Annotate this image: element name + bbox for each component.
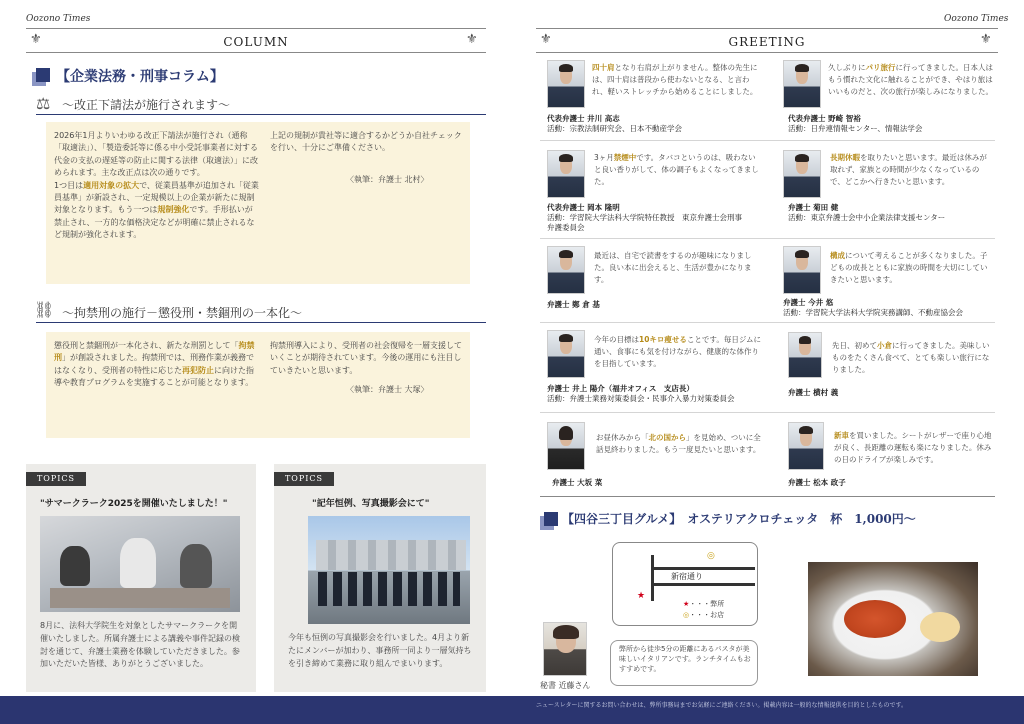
greeting-text (594, 334, 762, 370)
attorney-name: 弁護士 井上 陽介（福井オフィス 支店長） (547, 384, 694, 393)
greeting-text-part: ことです。毎日ジムに通い、食事にも気を付けながら、健康的な体作りを目指しています。 (594, 335, 762, 368)
road-shape (651, 583, 755, 586)
legend-shop (683, 610, 724, 620)
header-line-bottom (536, 52, 998, 53)
highlight: 10キロ痩せる (639, 335, 687, 344)
secretary-avatar (543, 622, 587, 676)
section-square-icon (36, 68, 50, 82)
header-line-bottom (26, 52, 486, 53)
footer-bar (0, 696, 1024, 724)
attorney-name: 代表弁護士 岡本 隆明 (547, 203, 620, 212)
article1-text: で、従業員基準が追加され「従業員基準」が新設され、一定規模以上の (54, 180, 259, 202)
speech-bubble (610, 640, 758, 686)
avatar (783, 246, 821, 294)
attorney-name: 弁護士 鄭 倉 基 (547, 300, 600, 309)
people-row-shape (318, 572, 460, 606)
brand-right: Oozono Times (944, 14, 1009, 24)
person-shape (120, 538, 156, 588)
attorney-role: 活動：学習院大学法科大学院特任教授 東京弁護士会刑事弁護委員会 (547, 213, 742, 233)
greeting-text (592, 62, 762, 98)
legend-office (683, 599, 724, 609)
avatar (547, 422, 585, 470)
ornament-icon: ⚜ (466, 32, 478, 47)
topic-title: "サマークラーク2025を開催いたしました！" (40, 499, 228, 509)
attorney-name: 弁護士 横村 義 (788, 388, 839, 397)
greeting-text-part: に行ってきました。美味しいものをたくさん食べて、とても楽しい旅行になりました。 (832, 341, 990, 374)
greeting-text-part: を買いました。シートがレザーで座り心地が良く、長距離の運転も楽になりました。休みの日のドライブが楽しみです。 (834, 431, 992, 464)
divider (540, 140, 995, 141)
avatar (783, 150, 821, 198)
divider (540, 496, 995, 497)
office-marker-icon: ★ (637, 591, 646, 601)
circle-icon: ◎ (683, 611, 690, 619)
highlight: 長期休暇 (830, 153, 860, 162)
header-line-top (536, 28, 998, 29)
article1-text: です。手形払いが禁止され、一方的な価格決定などが明確に禁止されるなど規制が強化されます。 (54, 205, 255, 240)
road-shape (651, 567, 755, 570)
shop-marker-icon: ◎ (707, 551, 715, 561)
article1-box (46, 122, 470, 284)
divider (36, 114, 486, 115)
bubble-text: 弊所から徒歩5分の距離にあるパスタが美味しいイタリアンです。ランチタイムもおすすめです。 (619, 645, 751, 674)
highlight: 新車 (834, 431, 849, 440)
buildings-shape (316, 540, 466, 570)
table-shape (50, 588, 230, 608)
article1-body-a (54, 130, 259, 242)
greeting-text (596, 432, 762, 456)
article2-body-a (54, 340, 259, 390)
avatar (788, 422, 824, 470)
topic-photo (40, 516, 240, 612)
page-header-column: COLUMN (223, 35, 289, 49)
greeting-text-part: です。タバコというのは、吸わないと良い香りがして、体の調子もよくなってきました。 (594, 153, 759, 186)
topic-card-1 (26, 464, 256, 692)
topic-tag: TOPICS (274, 472, 334, 486)
group-photo (308, 516, 470, 624)
highlight: パリ旅行 (865, 63, 896, 72)
divider (540, 412, 995, 413)
article1-subtitle: ～改正下請法が施行されます～ (62, 98, 231, 112)
highlight: 規制強化 (157, 205, 190, 215)
section-square-icon (544, 512, 558, 526)
header-line-top (26, 28, 486, 29)
attorney-name: 弁護士 今井 悠 (783, 298, 834, 307)
person-shape (60, 546, 90, 586)
topic-title: "記年恒例、写真撮影会にて" (312, 499, 430, 509)
road-shape (651, 555, 654, 601)
attorney-role: 活動：日弁連情報センター、情報法学会 (788, 124, 923, 133)
greeting-text-part: となり右肩が上がりません。整体の先生には、四十肩は普段から使わないとなる、と言われ、軽いストレッチから始めることにしました。 (592, 63, 758, 96)
greeting-text-part: 最近は、自宅で読書をするのが趣味になりました。良い本に出会えると、生活が豊かになります。 (594, 251, 752, 284)
section-title: 【企業法務・刑事コラム】 (56, 69, 224, 85)
attorney-role: 活動：弁護士業務対策委員会・民事介入暴力対策委員会 (547, 394, 735, 403)
greeting-text-part: 今年の目標は (594, 335, 639, 344)
ornament-icon: ⚜ (980, 32, 992, 47)
divider (540, 322, 995, 323)
highlight: 拘禁刑 (54, 341, 255, 363)
attorney-role: 活動：宗教法制研究会、日本不動産学会 (547, 124, 682, 133)
avatar (547, 60, 585, 108)
legend-shop-label: ・・・お店 (689, 611, 725, 619)
footer-text: ニュースレターに関するお問い合わせは、弊所事務局までお気軽にご連絡ください。掲載内容は一般的な情報提供を目的としたものです。 (536, 702, 907, 709)
article1-text: 企業が新たに規制対象となります。もう一つは (54, 192, 255, 215)
handcuffs-icon: ⛓ (34, 300, 55, 319)
greeting-text (594, 152, 762, 188)
star-icon: ★ (683, 600, 690, 608)
greeting-text (594, 250, 762, 286)
highlight: 小倉 (877, 341, 892, 350)
attorney-name: 弁護士 松本 政子 (788, 478, 846, 487)
ornament-icon: ⚜ (540, 32, 552, 47)
greeting-text-part: に行ってきました。日本人はもう慣れた文化に触れることができ、やはり旅はいいものだと、次の旅行が楽しみになりました。 (828, 63, 993, 96)
greeting-text (828, 62, 994, 98)
attorney-role: 活動：学習院大学法科大学院実務講師、不動産協会会 (783, 308, 963, 317)
highlight: 構成 (830, 251, 845, 260)
greeting-text-part: 先日、初めて (832, 341, 877, 350)
article2-text: 懲役刑と禁錮刑が一本化され、新たな刑罰として「 (54, 341, 239, 350)
article2-text: 」が創設されました。拘禁刑では、刑務作業が義務ではなくなり、受刑者の特性に応じた (54, 353, 254, 375)
greeting-text (830, 152, 994, 188)
avatar (547, 330, 585, 378)
article2-text: に向けた指導や教育プログラムを実施することが可能となります。 (54, 365, 254, 388)
scales-icon: ⚖ (36, 94, 51, 113)
divider (540, 238, 995, 239)
article2-box (46, 332, 470, 438)
greeting-text-part: 」を見始め、ついに全話見終わりました。もう一度見たいと思います。 (596, 433, 761, 454)
topic-card-2 (274, 464, 486, 692)
article1-text: 1つ目は (54, 180, 84, 190)
avatar (547, 150, 585, 198)
article1-signature: 〈執筆：弁護士 北村〉 (346, 175, 429, 184)
side-dish-shape (920, 612, 960, 642)
article2-subtitle: ～拘禁刑の施行－懲役刑・禁錮刑の一本化～ (62, 306, 303, 320)
article1-body-b: 上記の規制が貴社等に適合するかどうか自社チェックを行い、十分にご準備ください。 (270, 131, 462, 153)
article2-body-b: 拘禁刑導入により、受刑者の社会復帰を一層支援していくことが期待されています。今後の運用にも注目していきたいと思います。 (270, 341, 462, 375)
street-label: 新宿通り (671, 572, 703, 581)
highlight: 禁煙中 (613, 153, 637, 162)
secretary-label: 秘書 近藤さん (540, 681, 591, 690)
person-shape (180, 544, 212, 588)
highlight: 適用対象の拡大 (83, 180, 140, 190)
highlight: 北の国から (648, 433, 686, 442)
pasta-shape (844, 600, 906, 638)
map (612, 542, 758, 626)
highlight: 四十肩 (592, 63, 615, 72)
topic-tag: TOPICS (26, 472, 86, 486)
attorney-name: 弁護士 菊田 健 (788, 203, 839, 212)
divider (36, 322, 486, 323)
topic-body: 8月に、法科大学院生を対象としたサマークラークを開催いたしました。所属弁護士による講義や事件記録の検討を通じて、弁護士業務を体験していただきました。参加いただいた皆様、ありがとうございました。 (40, 621, 240, 669)
greeting-text-part: について考えることが多くなりました。子どもの成長とともに家族の時間を大切にしていきたいと思います。 (830, 251, 988, 284)
article2-signature: 〈執筆：弁護士 大塚〉 (346, 385, 429, 394)
greeting-text (830, 250, 994, 286)
avatar (783, 60, 821, 108)
pasta-photo (808, 562, 978, 676)
greeting-text-part: 3ヶ月 (594, 153, 614, 162)
ornament-icon: ⚜ (30, 32, 42, 47)
gourmet-title: 【四谷三丁目グルメ】 オステリアクロチェッタ 杯 1,000円～ (562, 512, 916, 526)
greeting-text-part: 久しぶりに (828, 63, 866, 72)
greeting-text (834, 430, 994, 466)
avatar (547, 246, 585, 294)
article1-para1: 2026年1月よりいわゆる改正下請法が施行され（通称「取適法」）、「製造委託等に係る中小受託事業者に対する代金の支払の遅延等の防止に関する法律（取適法）」に改められます。主な改正点は次の通りです。 (54, 131, 258, 178)
highlight: 再犯防止 (182, 365, 214, 375)
attorney-name: 代表弁護士 井川 高志 (547, 114, 620, 123)
greeting-text (832, 340, 994, 376)
brand-left: Oozono Times (26, 14, 91, 24)
topic-body: 今年も恒例の写真撮影会を行いました。4月より新たにメンバーが加わり、事務所一同より一層気持ちを引き締めて業務に取り組んでまいります。 (288, 633, 472, 668)
attorney-name: 代表弁護士 野崎 智裕 (788, 114, 861, 123)
greeting-text-part: お昼休みから「 (596, 433, 649, 442)
page-header-greeting: GREETING (728, 35, 806, 49)
attorney-role: 活動：東京弁護士会中小企業法律支援センター (788, 213, 946, 222)
attorney-name: 弁護士 大坂 菜 (552, 478, 603, 487)
greeting-text-part: を取りたいと思います。最近は休みが取れず、家族との時間が少なくなっているので、どこかへ行きたいと思います。 (830, 153, 987, 186)
legend-office-label: ・・・弊所 (689, 600, 725, 608)
avatar (788, 332, 822, 378)
hair-shape (553, 625, 579, 639)
